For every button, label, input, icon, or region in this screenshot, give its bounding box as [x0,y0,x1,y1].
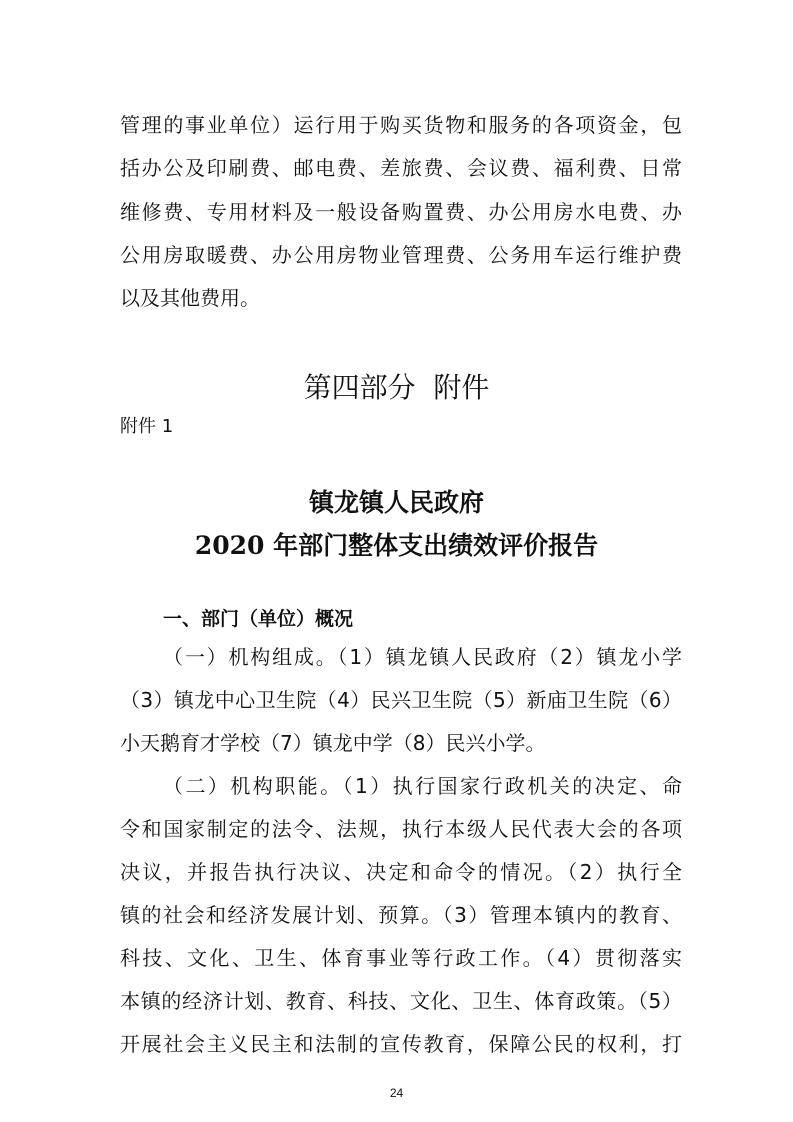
report-title-line-1: 镇龙镇人民政府 [308,488,484,517]
part-heading: 第四部分 附件 [303,371,490,404]
text-line: 科技、文化、卫生、体育事业等行政工作。（4）贯彻落实 [120,946,682,970]
text-line: 本镇的经济计划、教育、科技、文化、卫生、体育政策。（5） [120,989,682,1013]
text-line: 管理的事业单位）运行用于购买货物和服务的各项资金，包 [120,113,682,137]
report-title-line-2: 2020 年部门整体支出绩效评价报告 [194,531,599,560]
text-line: （3）镇龙中心卫生院（4）民兴卫生院（5）新庙卫生院（6） [120,688,682,712]
text-line: 以及其他费用。 [120,286,260,310]
text-line: 决议，并报告执行决议、决定和命令的情况。（2）执行全 [120,860,682,884]
text-line: （二）机构职能。（1）执行国家行政机关的决定、命 [163,774,682,798]
annex-label: 附件 1 [120,416,174,437]
section-heading: 一、部门（单位）概况 [163,608,354,630]
text-line: 小天鹅育才学校（7）镇龙中学（8）民兴小学。 [120,731,546,755]
text-line: 括办公及印刷费、邮电费、差旅费、会议费、福利费、日常 [120,156,682,180]
text-line: 镇的社会和经济发展计划、预算。（3）管理本镇内的教育、 [120,903,682,927]
text-line: （一）机构组成。（1）镇龙镇人民政府（2）镇龙小学 [163,645,682,669]
text-line: 公用房取暖费、办公用房物业管理费、公务用车运行维护费 [120,243,682,267]
text-line: 开展社会主义民主和法制的宣传教育，保障公民的权利，打 [120,1032,682,1056]
page-number: 24 [389,1086,404,1100]
text-line: 令和国家制定的法令、法规，执行本级人民代表大会的各项 [120,817,682,841]
text-line: 维修费、专用材料及一般设备购置费、办公用房水电费、办 [120,200,682,224]
